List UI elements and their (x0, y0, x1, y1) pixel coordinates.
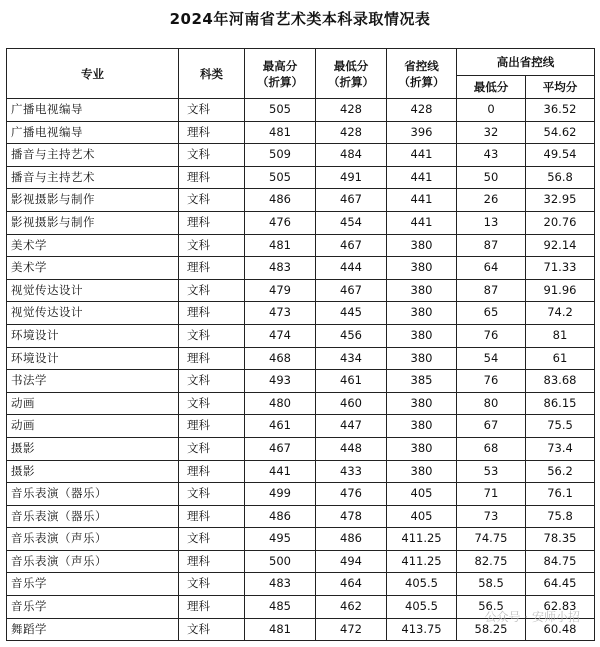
cell-category: 文科 (179, 279, 245, 302)
cell-control-line: 396 (387, 121, 457, 144)
cell-above-avg: 61 (526, 347, 595, 370)
cell-max-score: 481 (245, 618, 316, 641)
cell-major: 音乐学 (7, 596, 179, 619)
cell-min-score: 467 (316, 234, 387, 257)
cell-category: 文科 (179, 392, 245, 415)
table-row (7, 483, 595, 506)
cell-above-avg: 49.54 (526, 144, 595, 167)
cell-above-min: 26 (457, 189, 526, 212)
cell-above-min: 0 (457, 99, 526, 122)
cell-above-min: 58.25 (457, 618, 526, 641)
cell-max-score: 476 (245, 211, 316, 234)
cell-max-score: 505 (245, 166, 316, 189)
cell-control-line: 380 (387, 437, 457, 460)
cell-control-line: 380 (387, 460, 457, 483)
cell-control-line: 385 (387, 370, 457, 393)
cell-category: 文科 (179, 618, 245, 641)
table-row (7, 370, 595, 393)
cell-above-avg: 75.8 (526, 505, 595, 528)
cell-category: 文科 (179, 189, 245, 212)
cell-above-min: 87 (457, 234, 526, 257)
cell-above-avg: 84.75 (526, 550, 595, 573)
cell-above-avg: 78.35 (526, 528, 595, 551)
cell-category: 文科 (179, 437, 245, 460)
cell-above-min: 53 (457, 460, 526, 483)
header-min-score-converted: （折算） (328, 74, 374, 89)
cell-control-line: 441 (387, 189, 457, 212)
cell-min-score: 454 (316, 211, 387, 234)
cell-min-score: 428 (316, 99, 387, 122)
table-row (7, 302, 595, 325)
table-row (7, 460, 595, 483)
cell-max-score: 495 (245, 528, 316, 551)
cell-min-score: 461 (316, 370, 387, 393)
cell-category: 理科 (179, 415, 245, 438)
cell-above-avg: 74.2 (526, 302, 595, 325)
cell-above-min: 65 (457, 302, 526, 325)
cell-max-score: 485 (245, 596, 316, 619)
cell-control-line: 411.25 (387, 550, 457, 573)
cell-category: 理科 (179, 596, 245, 619)
cell-category: 文科 (179, 573, 245, 596)
cell-major: 音乐表演（器乐） (7, 505, 179, 528)
cell-major: 音乐表演（声乐） (7, 550, 179, 573)
cell-above-avg: 73.4 (526, 437, 595, 460)
cell-min-score: 494 (316, 550, 387, 573)
cell-major: 舞蹈学 (7, 618, 179, 641)
cell-control-line: 413.75 (387, 618, 457, 641)
header-above-min: 最低分 (457, 76, 526, 99)
table-row (7, 144, 595, 167)
table-row (7, 573, 595, 596)
cell-category: 文科 (179, 528, 245, 551)
header-control-line (387, 49, 457, 99)
cell-control-line: 441 (387, 211, 457, 234)
cell-min-score: 456 (316, 324, 387, 347)
cell-control-line: 380 (387, 392, 457, 415)
header-above-avg: 平均分 (526, 76, 595, 99)
header-min-score (316, 49, 387, 99)
cell-min-score: 467 (316, 279, 387, 302)
cell-control-line: 405 (387, 505, 457, 528)
cell-max-score: 480 (245, 392, 316, 415)
cell-above-min: 73 (457, 505, 526, 528)
cell-min-score: 445 (316, 302, 387, 325)
cell-major: 环境设计 (7, 347, 179, 370)
cell-category: 文科 (179, 144, 245, 167)
table-row (7, 437, 595, 460)
cell-min-score: 476 (316, 483, 387, 506)
cell-above-avg: 71.33 (526, 257, 595, 280)
cell-above-min: 54 (457, 347, 526, 370)
cell-major: 播音与主持艺术 (7, 144, 179, 167)
cell-above-min: 87 (457, 279, 526, 302)
cell-major: 影视摄影与制作 (7, 189, 179, 212)
cell-major: 动画 (7, 392, 179, 415)
cell-category: 理科 (179, 302, 245, 325)
cell-category: 理科 (179, 550, 245, 573)
cell-category: 文科 (179, 324, 245, 347)
cell-control-line: 380 (387, 415, 457, 438)
cell-above-min: 58.5 (457, 573, 526, 596)
cell-max-score: 499 (245, 483, 316, 506)
watermark: 公众号 · 安师小招 (484, 610, 580, 624)
cell-major: 视觉传达设计 (7, 302, 179, 325)
cell-above-min: 76 (457, 370, 526, 393)
cell-max-score: 481 (245, 121, 316, 144)
cell-major: 影视摄影与制作 (7, 211, 179, 234)
cell-max-score: 467 (245, 437, 316, 460)
cell-min-score: 464 (316, 573, 387, 596)
cell-category: 理科 (179, 166, 245, 189)
cell-min-score: 484 (316, 144, 387, 167)
admission-table (6, 48, 595, 641)
cell-control-line: 380 (387, 302, 457, 325)
table-row (7, 279, 595, 302)
table-row (7, 257, 595, 280)
cell-major: 音乐学 (7, 573, 179, 596)
cell-above-min: 71 (457, 483, 526, 506)
cell-above-min: 64 (457, 257, 526, 280)
cell-category: 理科 (179, 121, 245, 144)
table-row (7, 234, 595, 257)
cell-major: 书法学 (7, 370, 179, 393)
cell-max-score: 509 (245, 144, 316, 167)
header-max-score (245, 49, 316, 99)
page-title: 2024年河南省艺术类本科录取情况表 (169, 10, 431, 28)
cell-max-score: 468 (245, 347, 316, 370)
table-row (7, 505, 595, 528)
cell-above-avg: 83.68 (526, 370, 595, 393)
cell-above-avg: 92.14 (526, 234, 595, 257)
cell-control-line: 380 (387, 234, 457, 257)
cell-above-avg: 64.45 (526, 573, 595, 596)
table-body (7, 99, 595, 641)
table-row (7, 347, 595, 370)
cell-major: 广播电视编导 (7, 121, 179, 144)
cell-above-min: 80 (457, 392, 526, 415)
cell-above-avg: 86.15 (526, 392, 595, 415)
cell-max-score: 486 (245, 189, 316, 212)
cell-above-min: 76 (457, 324, 526, 347)
cell-max-score: 483 (245, 257, 316, 280)
cell-control-line: 380 (387, 347, 457, 370)
cell-max-score: 486 (245, 505, 316, 528)
cell-above-min: 67 (457, 415, 526, 438)
cell-category: 文科 (179, 370, 245, 393)
cell-min-score: 460 (316, 392, 387, 415)
cell-min-score: 444 (316, 257, 387, 280)
header-above-line: 高出省控线 (457, 49, 595, 76)
cell-category: 理科 (179, 257, 245, 280)
header-control-line-label: 省控线 (404, 58, 439, 73)
table-row (7, 324, 595, 347)
cell-above-min: 50 (457, 166, 526, 189)
cell-category: 理科 (179, 505, 245, 528)
cell-max-score: 500 (245, 550, 316, 573)
table-row (7, 166, 595, 189)
cell-category: 理科 (179, 211, 245, 234)
table-row (7, 99, 595, 122)
cell-above-avg: 20.76 (526, 211, 595, 234)
cell-control-line: 441 (387, 166, 457, 189)
cell-control-line: 441 (387, 144, 457, 167)
cell-above-min: 43 (457, 144, 526, 167)
cell-min-score: 491 (316, 166, 387, 189)
cell-major: 环境设计 (7, 324, 179, 347)
cell-major: 摄影 (7, 460, 179, 483)
cell-above-avg: 60.48 (526, 618, 595, 641)
cell-max-score: 505 (245, 99, 316, 122)
table-row (7, 189, 595, 212)
cell-major: 音乐表演（器乐） (7, 483, 179, 506)
cell-min-score: 486 (316, 528, 387, 551)
cell-above-min: 56.5 (457, 596, 526, 619)
cell-category: 文科 (179, 483, 245, 506)
cell-control-line: 380 (387, 257, 457, 280)
cell-category: 文科 (179, 99, 245, 122)
cell-min-score: 472 (316, 618, 387, 641)
cell-max-score: 474 (245, 324, 316, 347)
cell-above-min: 13 (457, 211, 526, 234)
cell-above-min: 68 (457, 437, 526, 460)
cell-min-score: 428 (316, 121, 387, 144)
header-max-score-label: 最高分 (262, 58, 298, 73)
cell-above-avg: 56.8 (526, 166, 595, 189)
cell-major: 视觉传达设计 (7, 279, 179, 302)
cell-major: 美术学 (7, 234, 179, 257)
cell-major: 音乐表演（声乐） (7, 528, 179, 551)
cell-major: 美术学 (7, 257, 179, 280)
table-row (7, 121, 595, 144)
cell-control-line: 428 (387, 99, 457, 122)
cell-min-score: 462 (316, 596, 387, 619)
cell-above-avg: 75.5 (526, 415, 595, 438)
cell-min-score: 448 (316, 437, 387, 460)
cell-max-score: 483 (245, 573, 316, 596)
cell-max-score: 461 (245, 415, 316, 438)
cell-above-min: 32 (457, 121, 526, 144)
cell-above-avg: 62.83 (526, 596, 595, 619)
table-row (7, 550, 595, 573)
table-row (7, 528, 595, 551)
cell-above-avg: 36.52 (526, 99, 595, 122)
cell-min-score: 434 (316, 347, 387, 370)
cell-control-line: 380 (387, 279, 457, 302)
cell-min-score: 467 (316, 189, 387, 212)
cell-above-min: 74.75 (457, 528, 526, 551)
cell-above-min: 82.75 (457, 550, 526, 573)
table-row (7, 392, 595, 415)
header-max-score-converted: （折算） (257, 74, 303, 89)
cell-control-line: 405.5 (387, 573, 457, 596)
cell-min-score: 447 (316, 415, 387, 438)
cell-above-avg: 32.95 (526, 189, 595, 212)
cell-max-score: 479 (245, 279, 316, 302)
cell-category: 文科 (179, 234, 245, 257)
cell-major: 动画 (7, 415, 179, 438)
table-row (7, 211, 595, 234)
cell-min-score: 478 (316, 505, 387, 528)
header-control-line-converted: （折算） (398, 74, 445, 89)
cell-control-line: 411.25 (387, 528, 457, 551)
cell-above-avg: 56.2 (526, 460, 595, 483)
cell-above-avg: 76.1 (526, 483, 595, 506)
header-major: 专业 (7, 49, 179, 99)
cell-control-line: 380 (387, 324, 457, 347)
cell-max-score: 473 (245, 302, 316, 325)
cell-control-line: 405.5 (387, 596, 457, 619)
table-row (7, 415, 595, 438)
header-category: 科类 (179, 49, 245, 99)
cell-major: 播音与主持艺术 (7, 166, 179, 189)
cell-min-score: 433 (316, 460, 387, 483)
cell-major: 广播电视编导 (7, 99, 179, 122)
cell-above-avg: 54.62 (526, 121, 595, 144)
cell-category: 理科 (179, 347, 245, 370)
cell-above-avg: 81 (526, 324, 595, 347)
cell-max-score: 441 (245, 460, 316, 483)
cell-max-score: 493 (245, 370, 316, 393)
cell-max-score: 481 (245, 234, 316, 257)
header-min-score-label: 最低分 (333, 58, 369, 73)
cell-category: 理科 (179, 460, 245, 483)
cell-major: 摄影 (7, 437, 179, 460)
cell-above-avg: 91.96 (526, 279, 595, 302)
cell-control-line: 405 (387, 483, 457, 506)
